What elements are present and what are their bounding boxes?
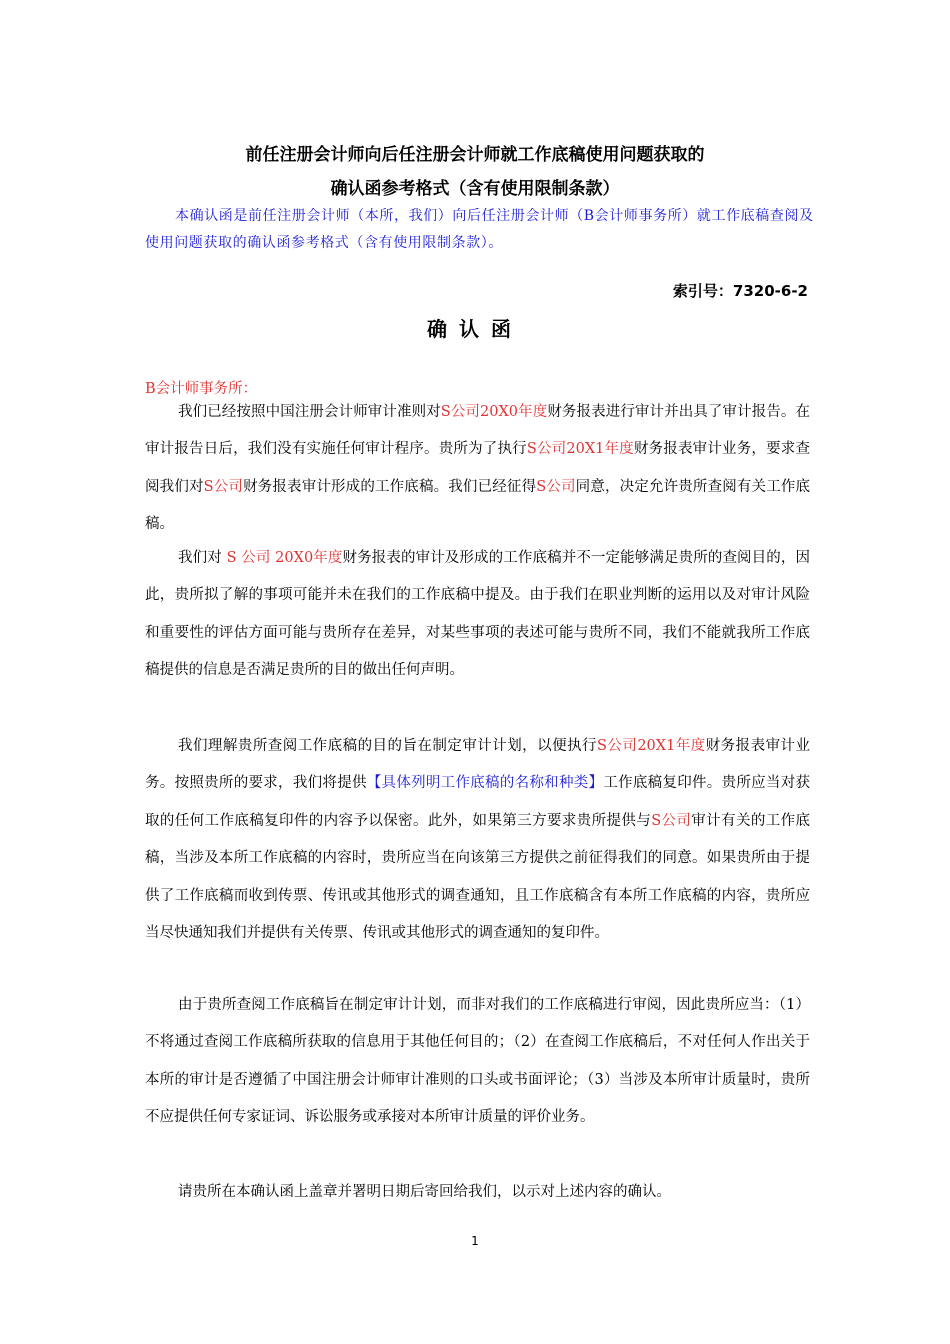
index-number: 索引号：7320-6-2	[672, 282, 808, 300]
p3-highlight-2: S公司	[651, 812, 692, 829]
p5-text: 请贵所在本确认函上盖章并署明日期后寄回给我们，以示对上述内容的确认。	[178, 1184, 671, 1200]
salutation: B会计师事务所：	[145, 381, 258, 397]
paragraph-2	[145, 540, 810, 690]
document-title-line2: 确认函参考格式（含有使用限制条款）	[330, 179, 620, 199]
paragraph-4	[145, 987, 810, 1137]
paragraph-5	[145, 1174, 810, 1211]
paragraph-1	[145, 394, 810, 544]
document-title-line1: 前任注册会计师向后任注册会计师就工作底稿使用问题获取的	[245, 145, 705, 165]
p2-highlight-1: S 公司 20X0年度	[221, 550, 343, 566]
p2-text-1: 我们对	[178, 550, 222, 566]
p3-text-4: 审计有关的工作底稿，当涉及本所工作底稿的内容时，贵所应当在向该第三方提供之前征得我们的同意。如果贵所由于提供了工作底稿而收到传票、传讯或其他形式的调查通知，且工作底稿含有本所工作底稿的内容，贵所应当尽快通知我们并提供有关传票、传讯或其他形式的调查通知的复印件。	[145, 812, 811, 942]
p2-text-2: 财务报表的审计及形成的工作底稿并不一定能够满足贵所的查阅目的，因此，贵所拟了解的事项可能并未在我们的工作底稿中提及。由于我们在职业判断的运用以及对审计风险和重要性的评估方面可能与贵所存在差异，对某些事项的表述可能与贵所不同，我们不能就我所工作底稿提供的信息是否满足贵所的目的做出任何声明。	[145, 550, 811, 679]
p1-text-5: 同意，决定允许贵所查阅有关工作底稿。	[145, 478, 811, 533]
p1-text-2: 财务报表进行审计并出具了审计报告。在审计报告日后，我们没有实施任何审计程序。贵所为了执行	[145, 404, 811, 458]
p3-placeholder: 【具体列明工作底稿的名称和种类】	[366, 775, 604, 792]
letter-title: 确认函	[427, 317, 523, 341]
paragraph-3	[145, 728, 810, 952]
intro-note-text: 本确认函是前任注册会计师（本所，我们）向后任注册会计师（B会计师事务所）就工作底稿查阅及使用问题获取的确认函参考格式（含有使用限制条款）。	[145, 208, 814, 251]
p1-highlight-1: S公司20X0年度	[440, 404, 548, 420]
p4-text: 由于贵所查阅工作底稿旨在制定审计计划，而非对我们的工作底稿进行审阅，因此贵所应当：（1）不将通过查阅工作底稿所获取的信息用于其他任何目的；（2）在查阅工作底稿后，不对任何人作出关于本所的审计是否遵循了中国注册会计师审计准则的口头或书面评论；（3）当涉及本所审计质量时，贵所不应提供任何专家证词、诉讼服务或承接对本所审计质量的评价业务。	[145, 997, 810, 1126]
p3-highlight-1: S公司20X1年度	[597, 738, 706, 754]
p1-text-4: 财务报表审计形成的工作底稿。我们已经征得	[243, 478, 537, 495]
p3-text-3: 工作底稿复印件。贵所应当对获取的任何工作底稿复印件的内容予以保密。此外，如果第三方要求贵所提供与	[145, 775, 811, 829]
p1-highlight-2: S公司20X1年度	[526, 441, 634, 458]
p1-text-1: 我们已经按照中国注册会计师审计准则对	[178, 404, 441, 420]
p1-highlight-4: S公司	[536, 478, 576, 495]
p1-highlight-3: S公司	[203, 478, 244, 495]
page-number: 1	[471, 1234, 479, 1248]
p3-text-1: 我们理解贵所查阅工作底稿的目的旨在制定审计计划，以便执行	[178, 738, 597, 754]
p3-text-2: 财务报表审计业务。按照贵所的要求，我们将提供	[145, 738, 811, 792]
intro-note	[145, 203, 820, 257]
p1-text-3: 财务报表审计业务，要求查阅我们对	[145, 441, 810, 495]
